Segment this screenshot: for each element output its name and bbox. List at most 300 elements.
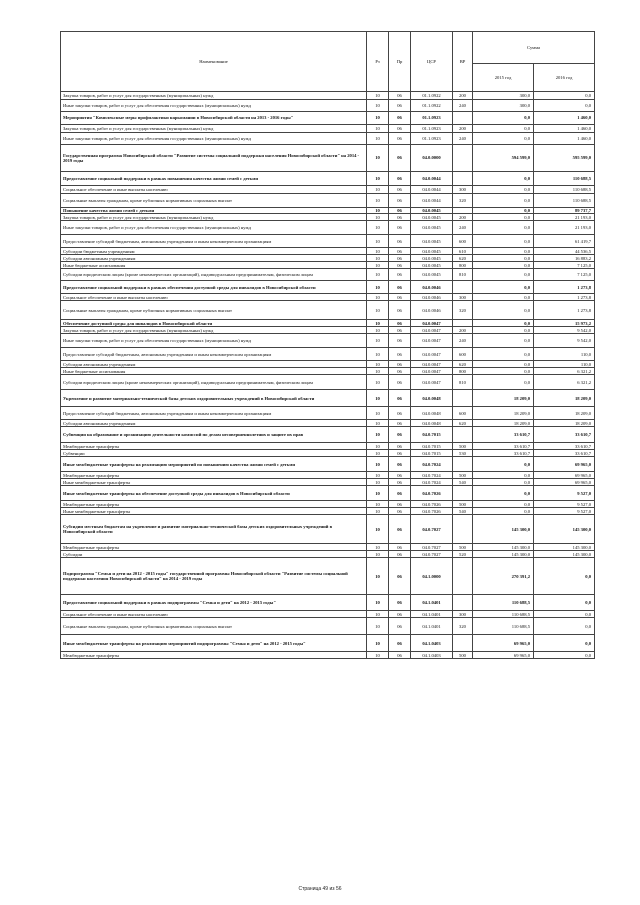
row-rz: 10 (367, 479, 389, 486)
row-rz: 10 (367, 611, 389, 618)
row-vr: 240 (453, 334, 473, 348)
row-name: Иные межбюджетные трансферты на реализацию мероприятий по повышению качества жизни семей с детьми (61, 457, 367, 472)
row-csr: 04.0.0045 (411, 248, 453, 255)
table-row (61, 652, 595, 659)
row-vr (453, 390, 473, 407)
table-row (61, 214, 595, 221)
row-amount-2016: 0,0 (534, 100, 595, 112)
table-row (61, 334, 595, 348)
row-rz: 10 (367, 125, 389, 133)
row-amount-2015: 300,0 (473, 100, 534, 112)
row-vr: 810 (453, 375, 473, 390)
row-name: Социальное обеспечение и иные выплаты населению (61, 186, 367, 194)
row-pr: 06 (389, 479, 411, 486)
row-amount-2015: 0,0 (473, 508, 534, 515)
row-amount-2016: 89 737,7 (534, 208, 595, 214)
row-rz: 10 (367, 320, 389, 327)
row-csr: 04.0.0047 (411, 334, 453, 348)
row-csr: 04.0.0048 (411, 420, 453, 427)
row-vr: 600 (453, 407, 473, 420)
row-name: Предоставление социальной поддержки в рамках подпрограммы "Семья и дети" на 2012 - 2015 годы" (61, 595, 367, 611)
row-name: Социальные выплаты гражданам, кроме публичных нормативных социальных выплат (61, 301, 367, 320)
row-amount-2015: 0,0 (473, 112, 534, 125)
row-name: Предоставление социальной поддержки в рамках обеспечения доступной среды для инвалидов в Новосибирской области (61, 281, 367, 294)
row-amount-2015: 145 300,0 (473, 551, 534, 558)
row-rz: 10 (367, 248, 389, 255)
row-amount-2015: 0,0 (473, 368, 534, 375)
row-vr: 520 (453, 551, 473, 558)
row-amount-2015: 0,0 (473, 214, 534, 221)
table-row (61, 486, 595, 501)
row-csr: 04.1.0000 (411, 558, 453, 595)
row-csr: 04.1.0403 (411, 635, 453, 652)
row-rz: 10 (367, 618, 389, 635)
row-amount-2015: 300,0 (473, 92, 534, 100)
row-amount-2016: 16 883,2 (534, 255, 595, 262)
row-pr: 06 (389, 390, 411, 407)
row-amount-2015: 0,0 (473, 348, 534, 361)
row-csr: 01.1.0923 (411, 125, 453, 133)
row-rz: 10 (367, 472, 389, 479)
row-pr: 06 (389, 208, 411, 214)
row-rz: 10 (367, 595, 389, 611)
row-amount-2016: 7 125,0 (534, 262, 595, 269)
row-amount-2016: 595 599,0 (534, 145, 595, 172)
row-pr: 06 (389, 334, 411, 348)
row-vr (453, 558, 473, 595)
table-row (61, 281, 595, 294)
row-name: Государственная программа Новосибирской области "Развитие системы социальной поддержки населения Новосибирской области" на 2014 - 2019 годы (61, 145, 367, 172)
row-pr: 06 (389, 327, 411, 334)
row-vr: 500 (453, 501, 473, 508)
row-csr: 04.0.0044 (411, 194, 453, 208)
row-amount-2016: 33 610,7 (534, 443, 595, 450)
row-vr: 810 (453, 269, 473, 281)
row-amount-2015: 0,0 (473, 194, 534, 208)
row-csr: 04.0.7026 (411, 501, 453, 508)
row-vr: 620 (453, 255, 473, 262)
budget-table (60, 31, 595, 659)
row-csr: 04.1.0401 (411, 595, 453, 611)
row-amount-2016: 18 209,0 (534, 407, 595, 420)
row-amount-2016: 0,0 (534, 595, 595, 611)
row-rz: 10 (367, 262, 389, 269)
col-header-sum: Сумма (473, 32, 595, 64)
row-amount-2016: 21 193,0 (534, 214, 595, 221)
table-row (61, 368, 595, 375)
row-amount-2016: 6 321,2 (534, 375, 595, 390)
row-amount-2016: 0,0 (534, 652, 595, 659)
table-row (61, 558, 595, 595)
row-vr: 320 (453, 618, 473, 635)
row-csr: 04.0.7026 (411, 486, 453, 501)
row-rz: 10 (367, 407, 389, 420)
row-rz: 10 (367, 635, 389, 652)
row-rz: 10 (367, 145, 389, 172)
row-vr: 240 (453, 100, 473, 112)
row-amount-2016: 21 193,0 (534, 221, 595, 235)
row-csr: 04.0.0044 (411, 172, 453, 186)
row-csr: 04.0.7015 (411, 427, 453, 443)
row-amount-2015: 18 209,0 (473, 420, 534, 427)
row-rz: 10 (367, 214, 389, 221)
row-vr (453, 172, 473, 186)
row-csr: 04.0.0047 (411, 368, 453, 375)
row-rz: 10 (367, 558, 389, 595)
row-pr: 06 (389, 508, 411, 515)
row-amount-2015: 0,0 (473, 248, 534, 255)
row-rz: 10 (367, 269, 389, 281)
row-csr: 04.0.0000 (411, 145, 453, 172)
row-csr: 04.0.0045 (411, 262, 453, 269)
row-rz: 10 (367, 327, 389, 334)
row-csr: 04.0.0047 (411, 348, 453, 361)
row-name: Закупка товаров, работ и услуг для государственных (муниципальных) нужд (61, 125, 367, 133)
row-csr: 01.1.0922 (411, 92, 453, 100)
col-header-csr: ЦСР (411, 32, 453, 92)
row-amount-2016: 9 527,0 (534, 486, 595, 501)
row-vr: 300 (453, 294, 473, 301)
row-amount-2016: 69 965,0 (534, 457, 595, 472)
row-amount-2015: 110 688,5 (473, 618, 534, 635)
page-number: Страница 49 из 56 (298, 886, 342, 892)
row-name: Субсидии (61, 551, 367, 558)
row-rz: 10 (367, 348, 389, 361)
table-row (61, 501, 595, 508)
row-amount-2016: 9 527,0 (534, 501, 595, 508)
row-amount-2015: 33 610,7 (473, 427, 534, 443)
row-rz: 10 (367, 652, 389, 659)
row-pr: 06 (389, 235, 411, 248)
row-pr: 06 (389, 375, 411, 390)
row-vr (453, 427, 473, 443)
row-rz: 10 (367, 368, 389, 375)
row-csr: 04.0.0048 (411, 407, 453, 420)
row-vr: 320 (453, 301, 473, 320)
row-csr: 04.1.0401 (411, 618, 453, 635)
row-csr: 04.0.0048 (411, 390, 453, 407)
row-name: Иные закупки товаров, работ и услуг для обеспечения государственных (муниципальных) нужд (61, 133, 367, 145)
table-row (61, 194, 595, 208)
row-csr: 04.0.7024 (411, 457, 453, 472)
row-amount-2016: 69 965,0 (534, 479, 595, 486)
table-row (61, 361, 595, 368)
row-rz: 10 (367, 361, 389, 368)
row-vr: 620 (453, 361, 473, 368)
row-pr: 06 (389, 544, 411, 551)
row-amount-2016: 15 973,2 (534, 320, 595, 327)
row-vr: 540 (453, 479, 473, 486)
row-csr: 04.0.0047 (411, 361, 453, 368)
row-name: Иные бюджетные ассигнования (61, 262, 367, 269)
row-csr: 04.0.0047 (411, 327, 453, 334)
row-pr: 06 (389, 214, 411, 221)
row-csr: 04.0.0045 (411, 214, 453, 221)
row-pr: 06 (389, 368, 411, 375)
row-vr: 600 (453, 235, 473, 248)
row-vr (453, 515, 473, 544)
row-vr: 200 (453, 214, 473, 221)
table-row (61, 235, 595, 248)
row-pr: 06 (389, 443, 411, 450)
row-pr: 06 (389, 407, 411, 420)
row-amount-2016: 1 273,8 (534, 301, 595, 320)
row-pr: 06 (389, 269, 411, 281)
table-row (61, 348, 595, 361)
row-csr: 04.0.0045 (411, 208, 453, 214)
row-amount-2015: 0,0 (473, 334, 534, 348)
row-pr: 06 (389, 551, 411, 558)
row-amount-2016: 1 460,0 (534, 133, 595, 145)
row-amount-2015: 0,0 (473, 221, 534, 235)
row-amount-2015: 33 610,7 (473, 443, 534, 450)
row-amount-2016: 7 125,0 (534, 269, 595, 281)
row-amount-2016: 1 460,0 (534, 112, 595, 125)
row-pr: 06 (389, 125, 411, 133)
row-amount-2016: 0,0 (534, 558, 595, 595)
row-amount-2015: 0,0 (473, 361, 534, 368)
row-csr: 04.0.7015 (411, 450, 453, 457)
row-csr: 04.0.7024 (411, 472, 453, 479)
row-amount-2015: 0,0 (473, 457, 534, 472)
row-vr: 500 (453, 652, 473, 659)
row-rz: 10 (367, 420, 389, 427)
row-csr: 04.0.0047 (411, 375, 453, 390)
table-row (61, 390, 595, 407)
row-amount-2016: 110,0 (534, 348, 595, 361)
row-rz: 10 (367, 281, 389, 294)
row-rz: 10 (367, 390, 389, 407)
row-vr (453, 486, 473, 501)
table-row (61, 457, 595, 472)
row-amount-2015: 0,0 (473, 375, 534, 390)
row-amount-2016: 6 321,2 (534, 368, 595, 375)
row-pr: 06 (389, 635, 411, 652)
table-row (61, 221, 595, 235)
row-vr (453, 635, 473, 652)
row-csr: 04.0.7024 (411, 479, 453, 486)
row-pr: 06 (389, 558, 411, 595)
row-amount-2015: 0,0 (473, 133, 534, 145)
row-name: Иные межбюджетные трансферты на реализацию мероприятий подпрограммы "Семья и дети" на 2012 - 2015 годы" (61, 635, 367, 652)
row-amount-2015: 0,0 (473, 320, 534, 327)
row-amount-2015: 110 688,5 (473, 595, 534, 611)
row-vr: 300 (453, 186, 473, 194)
row-amount-2015: 110 688,5 (473, 611, 534, 618)
row-csr: 04.0.0046 (411, 281, 453, 294)
table-row (61, 92, 595, 100)
row-amount-2015: 0,0 (473, 186, 534, 194)
row-amount-2016: 0,0 (534, 92, 595, 100)
row-vr (453, 112, 473, 125)
row-pr: 06 (389, 221, 411, 235)
row-amount-2015: 0,0 (473, 125, 534, 133)
row-amount-2016: 9 542,0 (534, 334, 595, 348)
row-amount-2016: 0,0 (534, 611, 595, 618)
row-vr: 200 (453, 92, 473, 100)
row-csr: 04.1.0401 (411, 611, 453, 618)
row-name: Иные закупки товаров, работ и услуг для обеспечения государственных (муниципальных) нужд (61, 334, 367, 348)
row-amount-2016: 33 610,7 (534, 427, 595, 443)
table-row (61, 255, 595, 262)
row-amount-2015: 18 209,0 (473, 407, 534, 420)
row-name: Субсидии юридическим лицам (кроме некоммерческих организаций), индивидуальным предпринимателям, физическим лицам (61, 375, 367, 390)
col-header-name: Наименование (61, 32, 367, 92)
row-amount-2015: 270 391,2 (473, 558, 534, 595)
row-name: Предоставление субсидий бюджетным, автономным учреждениям и иным некоммерческим организациям (61, 235, 367, 248)
row-name: Межбюджетные трансферты (61, 501, 367, 508)
row-name: Субвенции на образование и организацию деятельности комиссий по делам несовершеннолетних и защите их прав (61, 427, 367, 443)
row-amount-2015: 0,0 (473, 327, 534, 334)
row-rz: 10 (367, 133, 389, 145)
row-pr: 06 (389, 100, 411, 112)
table-row (61, 443, 595, 450)
row-rz: 10 (367, 112, 389, 125)
row-name: Социальное обеспечение и иные выплаты населению (61, 294, 367, 301)
row-csr: 04.0.0045 (411, 255, 453, 262)
row-rz: 10 (367, 508, 389, 515)
row-pr: 06 (389, 248, 411, 255)
table-row (61, 294, 595, 301)
row-name: Субсидии юридическим лицам (кроме некоммерческих организаций), индивидуальным предпринимателям, физическим лицам (61, 269, 367, 281)
row-rz: 10 (367, 186, 389, 194)
row-pr: 06 (389, 427, 411, 443)
row-pr: 06 (389, 92, 411, 100)
row-amount-2015: 594 599,0 (473, 145, 534, 172)
row-vr (453, 320, 473, 327)
row-amount-2016: 110 688,5 (534, 186, 595, 194)
row-amount-2015: 18 209,0 (473, 390, 534, 407)
row-pr: 06 (389, 457, 411, 472)
row-amount-2015: 0,0 (473, 208, 534, 214)
row-vr: 500 (453, 443, 473, 450)
row-vr: 500 (453, 472, 473, 479)
row-csr: 04.0.0045 (411, 221, 453, 235)
row-amount-2016: 110 688,5 (534, 194, 595, 208)
row-name: Иные закупки товаров, работ и услуг для обеспечения государственных (муниципальных) нужд (61, 221, 367, 235)
row-name: Закупка товаров, работ и услуг для государственных (муниципальных) нужд (61, 214, 367, 221)
row-pr: 06 (389, 112, 411, 125)
row-csr: 01.1.0922 (411, 100, 453, 112)
row-amount-2016: 1 273,8 (534, 294, 595, 301)
row-amount-2015: 33 610,7 (473, 450, 534, 457)
table-body (61, 92, 595, 659)
row-amount-2015: 0,0 (473, 172, 534, 186)
row-vr: 800 (453, 262, 473, 269)
row-name: Предоставление социальной поддержки в рамках повышения качества жизни семей с детьми (61, 172, 367, 186)
row-name: Подпрограмма "Семья и дети на 2012 - 2015 годы" государственной программы Новосибирской области "Развитие системы социальной поддержки населения Новосибирской области" на 2014 - 2019 годы (61, 558, 367, 595)
row-amount-2016: 145 300,0 (534, 544, 595, 551)
row-pr: 06 (389, 515, 411, 544)
table-row (61, 145, 595, 172)
row-rz: 10 (367, 208, 389, 214)
row-rz: 10 (367, 515, 389, 544)
row-amount-2016: 61 419,7 (534, 235, 595, 248)
row-amount-2015: 0,0 (473, 235, 534, 248)
table-row (61, 269, 595, 281)
row-csr: 04.0.0047 (411, 320, 453, 327)
row-name: Обеспечение доступной среды для инвалидов в Новосибирской области (61, 320, 367, 327)
row-name: Предоставление субсидий бюджетным, автономным учреждениям и иным некоммерческим организациям (61, 348, 367, 361)
row-name: Субсидии автономным учреждениям (61, 420, 367, 427)
row-name: Субсидии бюджетным учреждениям (61, 248, 367, 255)
table-row (61, 186, 595, 194)
table-row (61, 100, 595, 112)
table-row (61, 472, 595, 479)
row-pr: 06 (389, 450, 411, 457)
row-name: Закупка товаров, работ и услуг для государственных (муниципальных) нужд (61, 327, 367, 334)
row-rz: 10 (367, 294, 389, 301)
row-amount-2015: 0,0 (473, 501, 534, 508)
row-csr: 04.0.7027 (411, 544, 453, 551)
row-vr: 620 (453, 420, 473, 427)
row-amount-2016: 1 460,0 (534, 125, 595, 133)
row-pr: 06 (389, 320, 411, 327)
row-amount-2015: 0,0 (473, 262, 534, 269)
row-amount-2015: 0,0 (473, 301, 534, 320)
row-pr: 06 (389, 501, 411, 508)
row-vr (453, 595, 473, 611)
row-name: Предоставление субсидий бюджетным, автономным учреждениям и иным некоммерческим организациям (61, 407, 367, 420)
col-header-2015: 2015 год (473, 64, 534, 92)
row-name: Иные бюджетные ассигнования (61, 368, 367, 375)
row-rz: 10 (367, 443, 389, 450)
row-pr: 06 (389, 361, 411, 368)
col-header-rz: Рз (367, 32, 389, 92)
row-amount-2016: 18 209,0 (534, 390, 595, 407)
row-amount-2015: 0,0 (473, 281, 534, 294)
row-pr: 06 (389, 652, 411, 659)
table-row (61, 618, 595, 635)
row-name: Закупка товаров, работ и услуг для государственных (муниципальных) нужд (61, 92, 367, 100)
row-vr: 600 (453, 348, 473, 361)
row-name: Субсидии местным бюджетам на укрепление и развитие материально-технической базы детских оздоровительных учреждений в Новосибирской области (61, 515, 367, 544)
row-amount-2015: 0,0 (473, 255, 534, 262)
row-name: Повышение качества жизни семей с детьми (61, 208, 367, 214)
row-name: Межбюджетные трансферты (61, 652, 367, 659)
row-rz: 10 (367, 235, 389, 248)
row-csr: 01.1.0923 (411, 112, 453, 125)
row-pr: 06 (389, 145, 411, 172)
table-row (61, 595, 595, 611)
table-row (61, 320, 595, 327)
row-amount-2015: 69 965,0 (473, 635, 534, 652)
row-vr: 200 (453, 125, 473, 133)
row-vr (453, 457, 473, 472)
row-name: Межбюджетные трансферты (61, 544, 367, 551)
table-row (61, 112, 595, 125)
row-amount-2016: 145 300,0 (534, 515, 595, 544)
table-row (61, 301, 595, 320)
row-rz: 10 (367, 427, 389, 443)
row-amount-2016: 0,0 (534, 635, 595, 652)
table-row (61, 262, 595, 269)
col-header-2016: 2016 год (534, 64, 595, 92)
row-csr: 01.1.0923 (411, 133, 453, 145)
table-row (61, 327, 595, 334)
row-amount-2016: 0,0 (534, 618, 595, 635)
row-amount-2015: 0,0 (473, 486, 534, 501)
row-rz: 10 (367, 172, 389, 186)
row-vr (453, 145, 473, 172)
row-pr: 06 (389, 194, 411, 208)
row-amount-2016: 9 542,0 (534, 327, 595, 334)
row-amount-2015: 145 300,0 (473, 515, 534, 544)
row-csr: 04.0.0046 (411, 294, 453, 301)
row-pr: 06 (389, 294, 411, 301)
row-pr: 06 (389, 281, 411, 294)
table-row (61, 508, 595, 515)
